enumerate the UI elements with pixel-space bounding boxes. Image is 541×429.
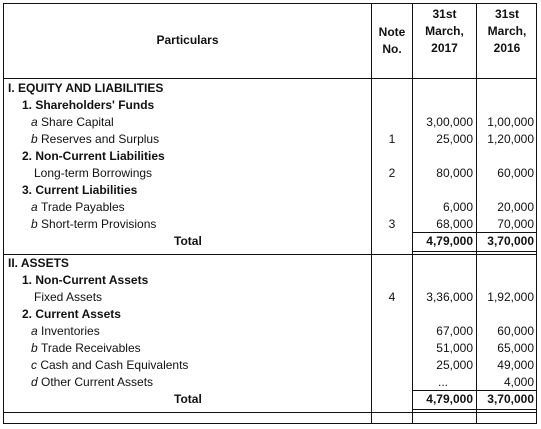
group-heading — [22, 182, 137, 199]
section-divider — [4, 254, 536, 255]
item-prefix: d — [31, 375, 42, 389]
header-2016-line3: 2016 — [493, 41, 521, 55]
value-2016: 4,000 — [503, 375, 534, 389]
line-item-label — [31, 323, 100, 340]
item-text: I. EQUITY AND LIABILITIES — [8, 81, 164, 95]
value-2017: 67,000 — [436, 324, 473, 338]
item-prefix: a — [31, 200, 42, 214]
item-text: Reserves and Surplus — [41, 132, 160, 146]
header-2017-line3: 2017 — [431, 41, 458, 55]
item-text: Total — [174, 392, 202, 406]
header-note-line1: Note — [378, 25, 406, 39]
value-2016: 3,70,000 — [487, 392, 534, 406]
line-item-label — [34, 289, 102, 306]
total-rule-bottom — [412, 251, 536, 252]
total-label — [174, 233, 202, 250]
item-text: Trade Receivables — [41, 341, 141, 355]
section-heading — [8, 255, 69, 272]
value-2017: 68,000 — [436, 217, 473, 231]
group-heading — [22, 97, 154, 114]
item-text: 2. Current Assets — [22, 307, 121, 321]
item-prefix: b — [31, 132, 42, 146]
line-item-label — [31, 216, 156, 233]
value-2017: 25,000 — [436, 358, 473, 372]
value-2016: 60,000 — [497, 324, 534, 338]
line-item-label — [31, 357, 188, 374]
line-item-label — [34, 165, 152, 182]
section-divider — [4, 412, 536, 413]
item-text: 2. Non-Current Liabilities — [22, 149, 165, 163]
value-2017: 3,36,000 — [426, 290, 473, 304]
total-label — [174, 391, 202, 408]
item-prefix: b — [31, 341, 42, 355]
header-2017-line2: March, — [425, 24, 464, 38]
value-2016: 65,000 — [497, 341, 534, 355]
value-2017: 3,00,000 — [426, 115, 473, 129]
group-heading — [22, 272, 148, 289]
note-number: 1 — [388, 132, 396, 146]
group-heading — [22, 148, 165, 165]
note-number: 4 — [388, 290, 396, 304]
item-text: Cash and Cash Equivalents — [40, 358, 189, 372]
item-text: Fixed Assets — [34, 290, 103, 304]
item-text: II. ASSETS — [8, 256, 69, 270]
item-text: Trade Payables — [41, 200, 125, 214]
header-2016-line2: March, — [487, 24, 527, 38]
value-2017: 6,000 — [442, 200, 473, 214]
group-heading — [22, 306, 121, 323]
header-particulars: Particulars — [156, 33, 219, 47]
item-prefix: a — [31, 324, 42, 338]
item-text: Share Capital — [41, 115, 114, 129]
balance-sheet-table — [3, 3, 537, 424]
total-rule-top — [412, 390, 536, 391]
header-divider — [4, 78, 536, 79]
header-2016-line1: 31st — [494, 7, 520, 21]
item-text: 3. Current Liabilities — [22, 183, 138, 197]
value-2017: 4,79,000 — [426, 392, 473, 406]
value-2016: 1,00,000 — [487, 115, 534, 129]
header-note-line2: No. — [382, 42, 402, 56]
value-2016: 60,000 — [497, 166, 534, 180]
col-divider-note — [371, 4, 372, 423]
item-text: Short-term Provisions — [41, 217, 157, 231]
line-item-label — [31, 199, 125, 216]
value-2016: 20,000 — [497, 200, 534, 214]
value-2016: 1,92,000 — [487, 290, 534, 304]
value-2017: 4,79,000 — [426, 234, 473, 248]
value-2017: 51,000 — [436, 341, 473, 355]
line-item-label — [31, 340, 141, 357]
item-prefix: c — [31, 358, 41, 372]
value-2016: 1,20,000 — [487, 132, 534, 146]
item-text: 1. Shareholders' Funds — [22, 98, 155, 112]
item-text: Inventories — [41, 324, 100, 338]
item-text: 1. Non-Current Assets — [22, 273, 149, 287]
value-2017: 80,000 — [436, 166, 473, 180]
item-text: Other Current Assets — [41, 375, 154, 389]
item-prefix: b — [31, 217, 42, 231]
note-number: 2 — [388, 166, 396, 180]
value-2016: 70,000 — [497, 217, 534, 231]
line-item-label — [31, 374, 153, 391]
value-2016: 49,000 — [497, 358, 534, 372]
value-2017: ... — [437, 375, 448, 389]
line-item-label — [31, 114, 114, 131]
line-item-label — [31, 131, 159, 148]
total-rule-top — [412, 232, 536, 233]
item-prefix: a — [31, 115, 42, 129]
note-number: 3 — [388, 217, 396, 231]
total-rule-bottom — [412, 409, 536, 410]
item-text: Total — [174, 234, 202, 248]
value-2017: 25,000 — [436, 132, 473, 146]
section-heading — [8, 80, 163, 97]
item-text: Long-term Borrowings — [34, 166, 153, 180]
value-2016: 3,70,000 — [487, 234, 534, 248]
header-2017-line1: 31st — [432, 7, 457, 21]
